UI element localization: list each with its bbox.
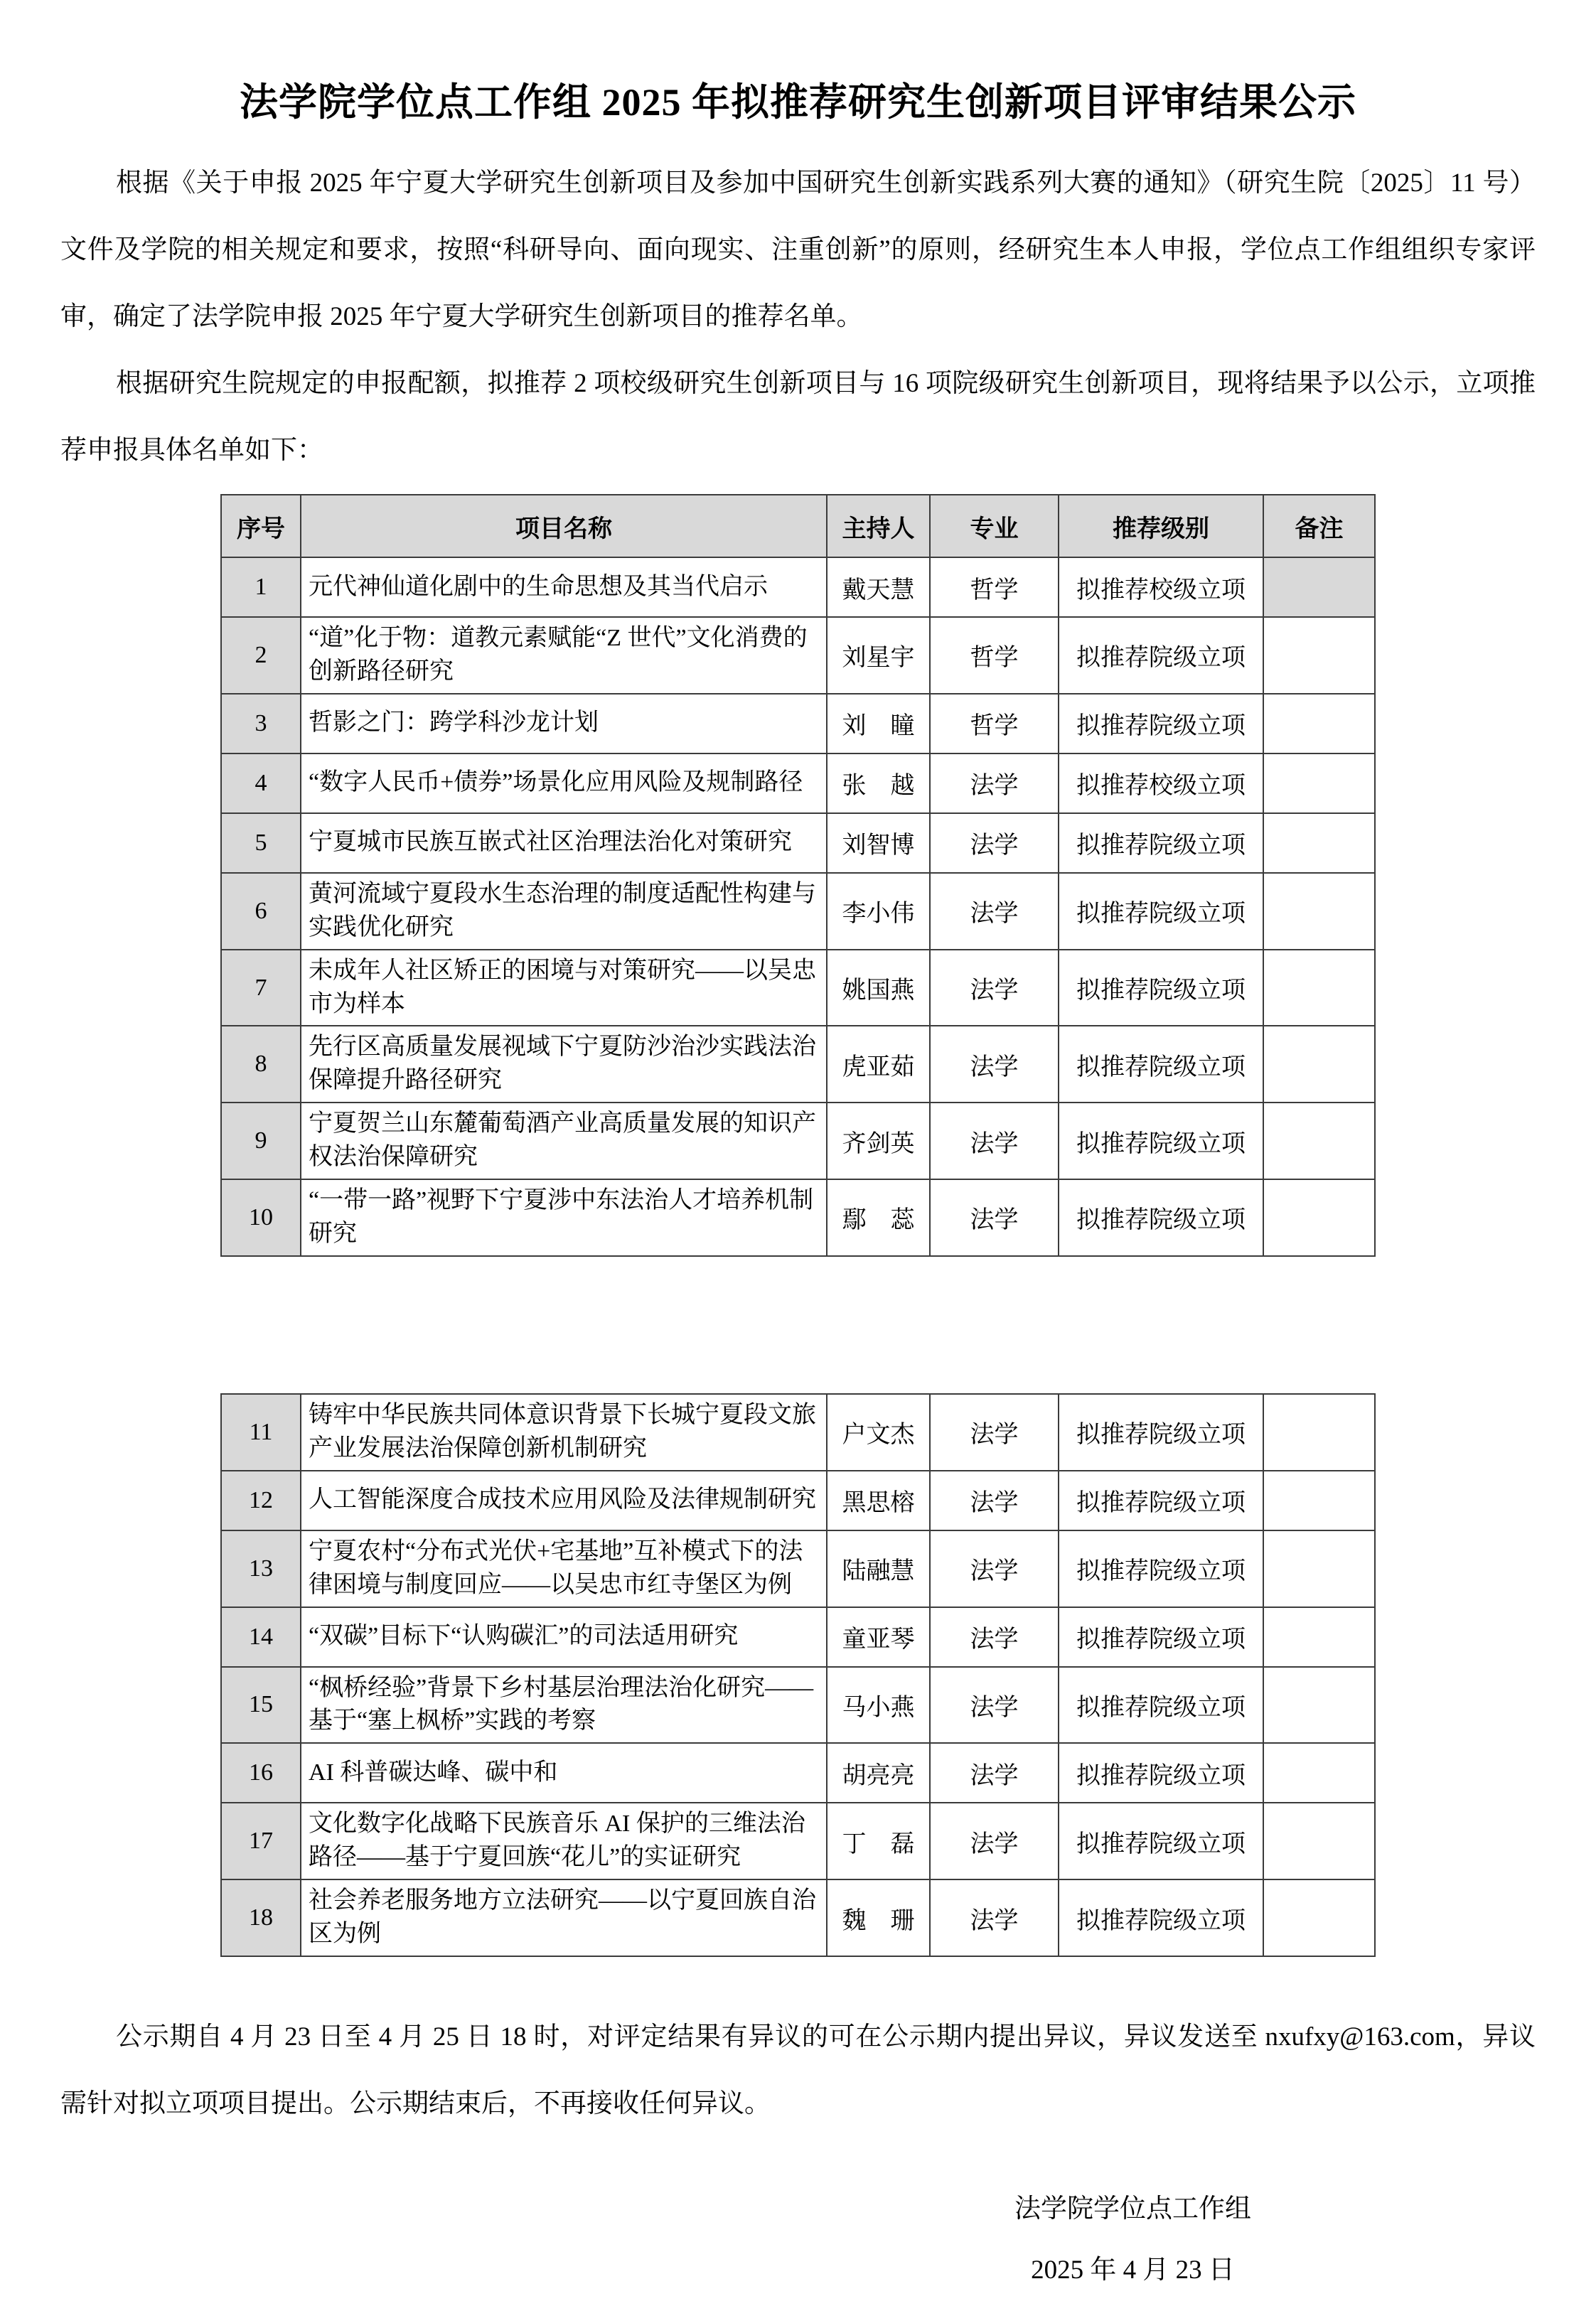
major-cell: 法学 — [930, 1103, 1059, 1179]
project-name-cell: “双碳”目标下“认购碳汇”的司法适用研究 — [301, 1607, 827, 1667]
remark-cell — [1263, 694, 1375, 753]
leader-cell: 李小伟 — [827, 873, 930, 950]
project-name-cell: 哲影之门：跨学科沙龙计划 — [301, 694, 827, 753]
row-number-cell: 4 — [221, 753, 301, 813]
leader-cell: 陆融慧 — [827, 1530, 930, 1607]
leader-cell: 齐剑英 — [827, 1103, 930, 1179]
level-cell: 拟推荐院级立项 — [1059, 1394, 1263, 1471]
leader-cell: 马小燕 — [827, 1667, 930, 1744]
table-row — [221, 1743, 1375, 1803]
remark-cell — [1263, 1471, 1375, 1530]
paragraph-quota: 根据研究生院规定的申报配额，拟推荐 2 项校级研究生创新项目与 16 项院级研究生创新项目，现将结果予以公示，立项推荐申报具体名单如下： — [60, 369, 1536, 465]
row-number-cell: 3 — [221, 694, 301, 753]
table-row — [221, 1471, 1375, 1530]
level-cell: 拟推荐院级立项 — [1059, 1471, 1263, 1530]
remark-cell — [1263, 1394, 1375, 1471]
table-row — [221, 1607, 1375, 1667]
level-cell: 拟推荐校级立项 — [1059, 557, 1263, 617]
major-cell: 法学 — [930, 1607, 1059, 1667]
table-row — [221, 1394, 1375, 1471]
leader-cell: 丁 磊 — [827, 1803, 930, 1879]
project-name-cell: 先行区高质量发展视域下宁夏防沙治沙实践法治保障提升路径研究 — [301, 1026, 827, 1103]
major-cell: 法学 — [930, 753, 1059, 813]
remark-cell — [1263, 1103, 1375, 1179]
header-leader: 主持人 — [827, 495, 930, 557]
row-number-cell: 10 — [221, 1179, 301, 1256]
major-cell: 法学 — [930, 1471, 1059, 1530]
table-row — [221, 950, 1375, 1026]
level-cell: 拟推荐院级立项 — [1059, 1026, 1263, 1103]
table-row — [221, 873, 1375, 950]
row-number-cell: 2 — [221, 617, 301, 694]
row-number-cell: 13 — [221, 1530, 301, 1607]
leader-cell: 童亚琴 — [827, 1607, 930, 1667]
level-cell: 拟推荐院级立项 — [1059, 1530, 1263, 1607]
remark-cell — [1263, 1530, 1375, 1607]
remark-cell — [1263, 1607, 1375, 1667]
leader-cell: 胡亮亮 — [827, 1743, 930, 1803]
major-cell: 法学 — [930, 1743, 1059, 1803]
remark-cell — [1263, 1743, 1375, 1803]
project-name-cell: 宁夏城市民族互嵌式社区治理法治化对策研究 — [301, 813, 827, 873]
email-address: nxufxy@163.com — [1265, 2022, 1455, 2051]
level-cell: 拟推荐院级立项 — [1059, 1179, 1263, 1256]
remark-cell — [1263, 1026, 1375, 1103]
project-name-cell: “道”化于物：道教元素赋能“Z 世代”文化消费的创新路径研究 — [301, 617, 827, 694]
leader-cell: 户文杰 — [827, 1394, 930, 1471]
level-cell: 拟推荐院级立项 — [1059, 873, 1263, 950]
row-number-cell: 14 — [221, 1607, 301, 1667]
leader-cell: 张 越 — [827, 753, 930, 813]
level-cell: 拟推荐校级立项 — [1059, 753, 1263, 813]
table-header-row — [221, 495, 1375, 557]
row-number-cell: 16 — [221, 1743, 301, 1803]
table-row — [221, 1879, 1375, 1956]
page-title: 法学院学位点工作组 2025 年拟推荐研究生创新项目评审结果公示 — [240, 81, 1356, 124]
remark-cell — [1263, 873, 1375, 950]
row-number-cell: 18 — [221, 1879, 301, 1956]
project-name-cell: 宁夏贺兰山东麓葡萄酒产业高质量发展的知识产权法治保障研究 — [301, 1103, 827, 1179]
project-name-cell: “一带一路”视野下宁夏涉中东法治人才培养机制研究 — [301, 1179, 827, 1256]
remark-cell — [1263, 1879, 1375, 1956]
remark-cell — [1263, 753, 1375, 813]
major-cell: 法学 — [930, 1179, 1059, 1256]
results-table-part2 — [220, 1393, 1376, 1957]
major-cell: 法学 — [930, 873, 1059, 950]
major-cell: 法学 — [930, 813, 1059, 873]
row-number-cell: 8 — [221, 1026, 301, 1103]
signature-org: 法学院学位点工作组 — [1014, 2194, 1251, 2224]
major-cell: 哲学 — [930, 694, 1059, 753]
row-number-cell: 1 — [221, 557, 301, 617]
row-number-cell: 15 — [221, 1667, 301, 1744]
level-cell: 拟推荐院级立项 — [1059, 1103, 1263, 1179]
table-row — [221, 1103, 1375, 1179]
row-number-cell: 12 — [221, 1471, 301, 1530]
major-cell: 法学 — [930, 1394, 1059, 1471]
major-cell: 哲学 — [930, 617, 1059, 694]
header-recommendation-level: 推荐级别 — [1059, 495, 1263, 557]
header-remarks: 备注 — [1263, 495, 1375, 557]
row-number-cell: 7 — [221, 950, 301, 1026]
major-cell: 法学 — [930, 1803, 1059, 1879]
major-cell: 法学 — [930, 1879, 1059, 1956]
level-cell: 拟推荐院级立项 — [1059, 694, 1263, 753]
project-name-cell: “枫桥经验”背景下乡村基层治理法治化研究——基于“塞上枫桥”实践的考察 — [301, 1667, 827, 1744]
project-name-cell: 元代神仙道化剧中的生命思想及其当代启示 — [301, 557, 827, 617]
remark-cell — [1263, 813, 1375, 873]
signature-block — [1014, 2179, 1251, 2301]
project-name-cell: AI 科普碳达峰、碳中和 — [301, 1743, 827, 1803]
table-row — [221, 1530, 1375, 1607]
table-row — [221, 1026, 1375, 1103]
table-row — [221, 617, 1375, 694]
major-cell: 法学 — [930, 1530, 1059, 1607]
level-cell: 拟推荐院级立项 — [1059, 1879, 1263, 1956]
remark-cell — [1263, 1179, 1375, 1256]
level-cell: 拟推荐院级立项 — [1059, 1667, 1263, 1744]
table-row — [221, 1803, 1375, 1879]
remark-cell — [1263, 1803, 1375, 1879]
closing-text-before-email: 公示期自 4 月 23 日至 4 月 25 日 18 时，对评定结果有异议的可在公示期内提出异议，异议发送至 — [116, 2022, 1265, 2051]
leader-cell: 刘智博 — [827, 813, 930, 873]
table-row — [221, 694, 1375, 753]
leader-cell: 姚国燕 — [827, 950, 930, 1026]
major-cell: 法学 — [930, 1667, 1059, 1744]
paragraph-closing — [60, 2004, 1536, 2138]
major-cell: 哲学 — [930, 557, 1059, 617]
project-name-cell: 铸牢中华民族共同体意识背景下长城宁夏段文旅产业发展法治保障创新机制研究 — [301, 1394, 827, 1471]
leader-cell: 刘星宇 — [827, 617, 930, 694]
level-cell: 拟推荐院级立项 — [1059, 1743, 1263, 1803]
leader-cell: 黑思榕 — [827, 1471, 930, 1530]
leader-cell: 刘 瞳 — [827, 694, 930, 753]
project-name-cell: “数字人民币+债券”场景化应用风险及规制路径 — [301, 753, 827, 813]
table-row — [221, 813, 1375, 873]
project-name-cell: 未成年人社区矫正的困境与对策研究——以吴忠市为样本 — [301, 950, 827, 1026]
paragraph-basis: 根据《关于申报 2025 年宁夏大学研究生创新项目及参加中国研究生创新实践系列大赛的通知》（研究生院〔2025〕11 号）文件及学院的相关规定和要求，按照“科研导向、面向现实、注重创新”的原则，经研究生本人申报，学位点工作组组织专家评审，确定了法学院申报 2025 年宁夏大学研究生创新项目的推荐名单。 — [60, 168, 1536, 331]
major-cell: 法学 — [930, 950, 1059, 1026]
remark-cell — [1263, 617, 1375, 694]
leader-cell: 戴天慧 — [827, 557, 930, 617]
project-name-cell: 社会养老服务地方立法研究——以宁夏回族自治区为例 — [301, 1879, 827, 1956]
level-cell: 拟推荐院级立项 — [1059, 1803, 1263, 1879]
header-major: 专业 — [930, 495, 1059, 557]
leader-cell: 虎亚茹 — [827, 1026, 930, 1103]
row-number-cell: 5 — [221, 813, 301, 873]
row-number-cell: 11 — [221, 1394, 301, 1471]
results-table-part1 — [220, 494, 1376, 1257]
signature-date: 2025 年 4 月 23 日 — [1031, 2255, 1235, 2285]
header-project-name: 项目名称 — [301, 495, 827, 557]
leader-cell: 魏 珊 — [827, 1879, 930, 1956]
row-number-cell: 6 — [221, 873, 301, 950]
remark-cell — [1263, 557, 1375, 617]
level-cell: 拟推荐院级立项 — [1059, 617, 1263, 694]
remark-cell — [1263, 950, 1375, 1026]
project-name-cell: 宁夏农村“分布式光伏+宅基地”互补模式下的法律困境与制度回应——以吴忠市红寺堡区为例 — [301, 1530, 827, 1607]
project-name-cell: 人工智能深度合成技术应用风险及法律规制研究 — [301, 1471, 827, 1530]
closing-text-after-email: ，异议需针对拟立项项目提出。公示期结束后，不再接收任何异议。 — [60, 2022, 1536, 2118]
project-name-cell: 黄河流域宁夏段水生态治理的制度适配性构建与实践优化研究 — [301, 873, 827, 950]
table-row — [221, 1667, 1375, 1744]
table-row — [221, 1179, 1375, 1256]
level-cell: 拟推荐院级立项 — [1059, 1607, 1263, 1667]
row-number-cell: 9 — [221, 1103, 301, 1179]
major-cell: 法学 — [930, 1026, 1059, 1103]
table-row — [221, 557, 1375, 617]
level-cell: 拟推荐院级立项 — [1059, 950, 1263, 1026]
table-row — [221, 753, 1375, 813]
project-name-cell: 文化数字化战略下民族音乐 AI 保护的三维法治路径——基于宁夏回族“花儿”的实证研究 — [301, 1803, 827, 1879]
level-cell: 拟推荐院级立项 — [1059, 813, 1263, 873]
row-number-cell: 17 — [221, 1803, 301, 1879]
leader-cell: 鄢 蕊 — [827, 1179, 930, 1256]
header-serial-number: 序号 — [221, 495, 301, 557]
remark-cell — [1263, 1667, 1375, 1744]
